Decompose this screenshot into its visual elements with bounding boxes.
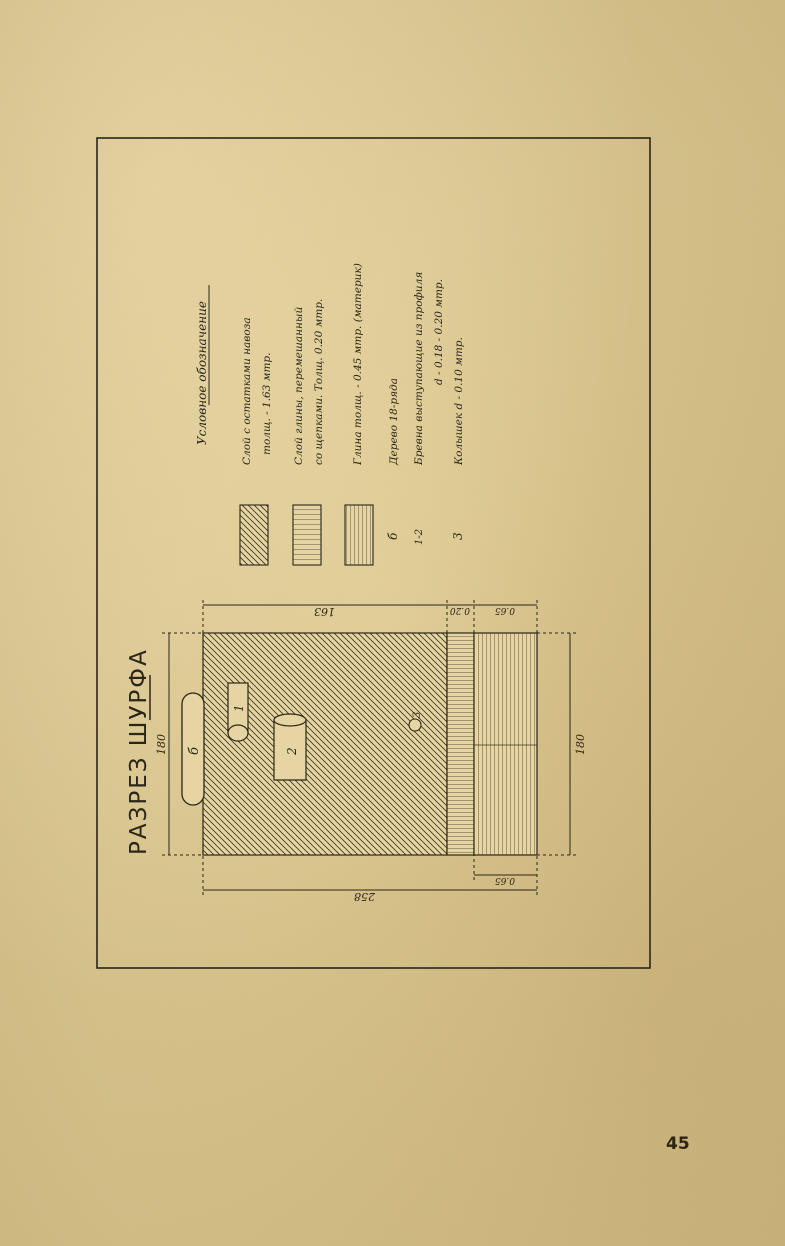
- soil-profile: [182, 633, 537, 855]
- log-b-label: б: [187, 747, 202, 755]
- legend-item-5-line2: d - 0.18 - 0.20 мтр.: [433, 279, 445, 385]
- dim-bottom-right-segment: 0.65: [494, 875, 515, 885]
- log-1: [228, 683, 248, 741]
- legend-item-2-line1: Слой глины, перемешанный: [293, 306, 305, 465]
- legend-swatch-horizontal: [345, 505, 373, 565]
- legend-item-6-line1: Колышек d - 0.10 мтр.: [453, 337, 465, 465]
- dim-bottom-length: 180: [574, 734, 587, 755]
- legend: [195, 263, 465, 565]
- dim-total-width: 258: [354, 890, 375, 903]
- dim-top-length: 180: [155, 734, 168, 755]
- figure-title: РАЗРЕЗ ШУРФА: [126, 648, 152, 855]
- dim-layer2: 0.20: [449, 605, 470, 615]
- layer-dung: [203, 633, 447, 855]
- dim-layer3: 0.65: [494, 605, 515, 615]
- legend-item-1-line1: Слой с остатками навоза: [241, 317, 253, 465]
- page-number: 45: [666, 1134, 690, 1154]
- legend-symbol-5: 1-2: [414, 528, 425, 545]
- legend-item-5-line1: Бревна выступающие из профиля: [413, 271, 425, 465]
- layer-clay-mixed: [447, 633, 474, 855]
- log-2: [274, 714, 306, 780]
- dim-layer1: 163: [314, 605, 335, 618]
- rotated-drawing: [126, 263, 587, 903]
- log-1-label: 1: [232, 704, 246, 712]
- legend-item-1-line2: толщ. - 1.63 мтр.: [261, 352, 273, 455]
- peg-3-label: 3: [412, 711, 423, 718]
- legend-item-4-line1: Дерево 18-ряда: [388, 378, 400, 465]
- legend-symbol-4: б: [386, 532, 400, 540]
- legend-heading: Условное обозначение: [195, 301, 209, 445]
- legend-swatch-diagonal: [240, 505, 268, 565]
- log-2-label: 2: [285, 747, 299, 755]
- legend-item-3-line1: Глина толщ. - 0.45 мтр. (материк): [352, 263, 364, 465]
- legend-symbol-6: 3: [451, 532, 465, 540]
- layer-clay-bedrock: [474, 633, 537, 855]
- legend-swatch-vertical: [293, 505, 321, 565]
- log-b: [182, 693, 204, 805]
- legend-item-2-line2: со щепками. Толщ. 0.20 мтр.: [313, 298, 325, 465]
